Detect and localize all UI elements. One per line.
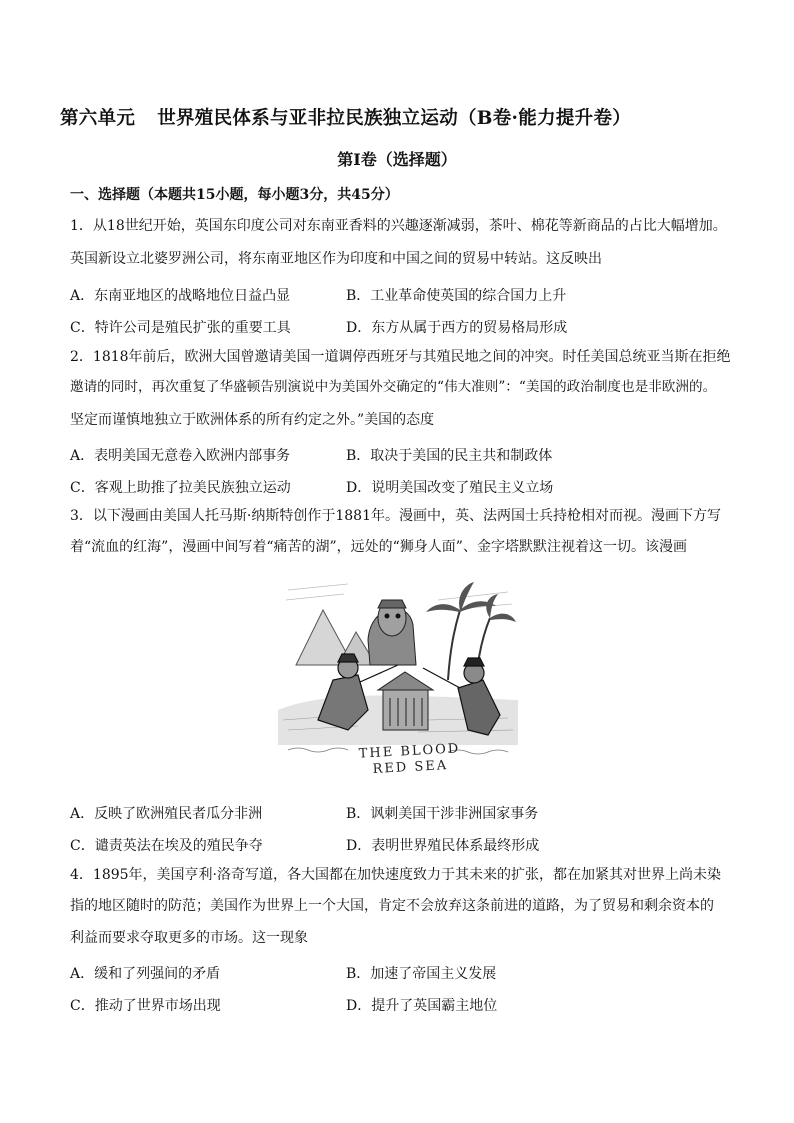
question-1-line-1: 1．从18世纪开始，英国东印度公司对东南亚香料的兴趣逐渐减弱，茶叶、棉花等新商品的占比大幅增加。: [70, 218, 727, 234]
question-3-line-2: 着“流血的红海”，漫画中间写着“痛苦的湖”，远处的“狮身人面”、金字塔默默注视着这一切。该漫画: [70, 539, 687, 555]
question-1-option-a: A．东南亚地区的战略地位日益凸显: [70, 288, 291, 304]
section-heading: 一、选择题（本题共15小题，每小题3分，共45分）: [70, 187, 399, 203]
cartoon-caption: THE BLOOD RED SEA: [358, 741, 461, 777]
question-4-option-a: A．缓和了列强间的矛盾: [70, 966, 221, 982]
question-2-line-3: 坚定而谨慎地独立于欧洲体系的所有约定之外。”美国的态度: [70, 412, 435, 428]
question-3-option-a: A．反映了欧洲殖民者瓜分非洲: [70, 806, 263, 822]
question-3-option-d: D．表明世界殖民体系最终形成: [346, 838, 540, 854]
cartoon-image: [278, 570, 518, 785]
unit-title: 世界殖民体系与亚非拉民族独立运动（B卷·能力提升卷）: [157, 108, 632, 129]
question-1-option-b: B．工业革命使英国的综合国力上升: [346, 288, 567, 304]
question-4-option-d: D．提升了英国霸主地位: [346, 998, 498, 1014]
question-4-option-b: B．加速了帝国主义发展: [346, 966, 497, 982]
volume-subtitle: 第Ⅰ卷（选择题）: [337, 150, 457, 169]
question-2-option-d: D．说明美国改变了殖民主义立场: [346, 480, 554, 496]
unit-label: 第六单元: [60, 108, 136, 129]
page-title: [60, 104, 750, 130]
question-4-line-3: 利益而要求夺取更多的市场。这一现象: [70, 930, 308, 946]
question-3-line-1: 3．以下漫画由美国人托马斯·纳斯特创作于1881年。漫画中，英、法两国士兵持枪相对而视。漫画下方写: [70, 508, 721, 524]
question-2-option-b: B．取决于美国的民主共和制政体: [346, 448, 553, 464]
question-3-option-c: C．谴责英法在埃及的殖民争夺: [70, 838, 263, 854]
question-2-line-1: 2．1818年前后，欧洲大国曾邀请美国一道调停西班牙与其殖民地之间的冲突。时任美国总统亚当斯在拒绝: [70, 349, 731, 365]
question-4-line-1: 4．1895年，美国亨利·洛奇写道，各大国都在加快速度致力于其未来的扩张，都在加紧其对世界上尚未染: [70, 867, 721, 883]
question-2-option-c: C．客观上助推了拉美民族独立运动: [70, 480, 291, 496]
question-1-option-d: D．东方从属于西方的贸易格局形成: [346, 320, 568, 336]
question-3-option-b: B．讽刺美国干涉非洲国家事务: [346, 806, 539, 822]
question-1-line-2: 英国新设立北婆罗洲公司，将东南亚地区作为印度和中国之间的贸易中转站。这反映出: [70, 251, 602, 267]
question-2-option-a: A．表明美国无意卷入欧洲内部事务: [70, 448, 291, 464]
question-4-line-2: 指的地区随时的防范；美国作为世界上一个大国，肯定不会放弃这条前进的道路，为了贸易和剩余资本的: [70, 898, 714, 914]
question-2-line-2: 邀请的同时，再次重复了华盛顿告别演说中为美国外交确定的“伟大准则”：“美国的政治制度也是非欧洲的。: [70, 379, 717, 395]
question-4-option-c: C．推动了世界市场出现: [70, 998, 221, 1014]
question-1-option-c: C．特许公司是殖民扩张的重要工具: [70, 320, 291, 336]
